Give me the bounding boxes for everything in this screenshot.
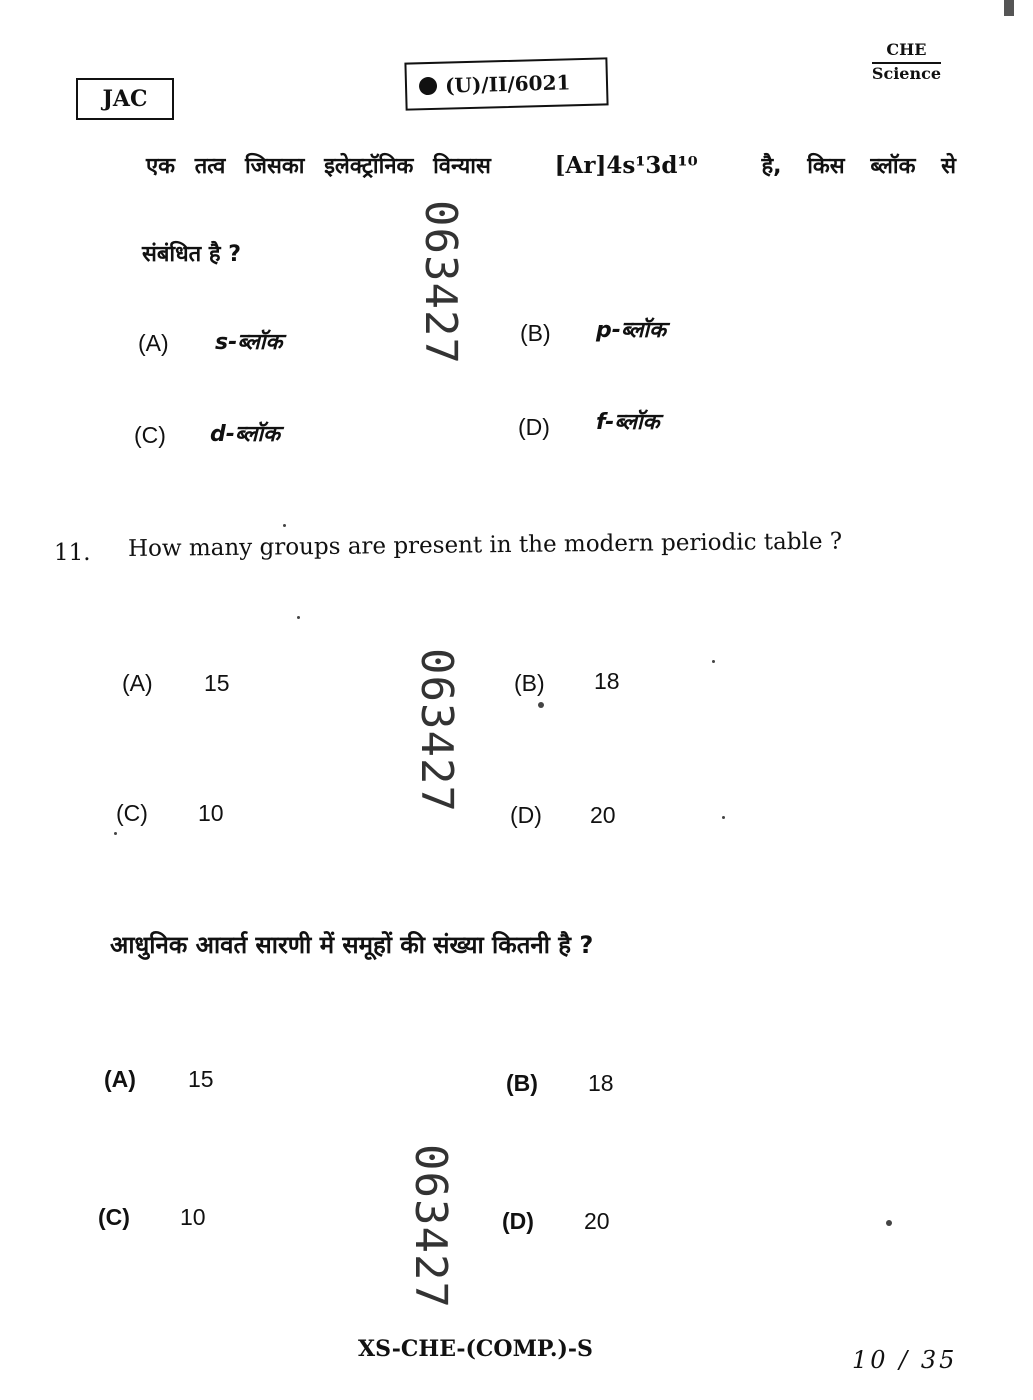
q11h-option-b-text[interactable]: 18 <box>588 1070 614 1096</box>
stamp-number-2: 063427 <box>411 648 462 813</box>
q11-option-d-text[interactable]: 20 <box>590 802 616 828</box>
subject-code: CHE <box>886 40 927 59</box>
q11h-option-c-label: (C) <box>98 1204 130 1230</box>
q11-option-b-text[interactable]: 18 <box>594 668 620 694</box>
q10-option-b-label: (B) <box>520 320 551 346</box>
board-label: JAC <box>76 78 174 120</box>
q10-hindi-line2: संबंधित है ? <box>142 242 241 267</box>
q10-option-c-label: (C) <box>134 422 166 448</box>
scan-speck <box>114 832 117 835</box>
q10-hindi-line1 <box>146 150 956 180</box>
scan-speck <box>722 816 725 819</box>
page-number: 10 / 35 <box>852 1346 958 1374</box>
q11-number: 11. <box>54 540 91 566</box>
paper-code-box <box>404 57 608 110</box>
q11h-option-d-text[interactable]: 20 <box>584 1208 610 1234</box>
stamp-number-3: 063427 <box>405 1144 456 1309</box>
q11-option-c-text[interactable]: 10 <box>198 800 224 826</box>
q10-option-d-label: (D) <box>518 414 550 440</box>
q10-option-c-text[interactable]: d-ब्लॉक <box>210 422 281 447</box>
q11h-option-a-text[interactable]: 15 <box>188 1066 214 1092</box>
q11-option-a-label: (A) <box>122 670 153 696</box>
scan-edge-mark <box>1004 0 1014 16</box>
scan-speck <box>712 660 715 663</box>
q10-option-a-text[interactable]: s-ब्लॉक <box>215 330 283 355</box>
q11-question: How many groups are present in the modern periodic table ? <box>127 528 843 562</box>
stamp-number-1: 063427 <box>415 200 466 365</box>
q10-option-a-label: (A) <box>138 330 169 356</box>
scan-speck <box>886 1220 892 1226</box>
subject-block <box>872 40 941 84</box>
q11-option-a-text[interactable]: 15 <box>204 670 230 696</box>
q11-option-b-label: (B) <box>514 670 545 696</box>
q10-option-b-text[interactable]: p-ब्लॉक <box>596 318 667 343</box>
q11h-option-c-text[interactable]: 10 <box>180 1204 206 1230</box>
q11h-option-a-label: (A) <box>104 1066 136 1092</box>
scan-speck <box>297 616 300 619</box>
q10-hindi-suffix: है, किस ब्लॉक से <box>761 154 956 179</box>
subject-name: Science <box>871 64 941 83</box>
footer-code: XS-CHE-(COMP.)-S <box>358 1336 593 1362</box>
scan-speck <box>283 524 286 527</box>
q10-hindi-config: [Ar]4s¹3d¹⁰ <box>554 152 698 179</box>
q10-option-d-text[interactable]: f-ब्लॉक <box>596 410 660 435</box>
q11-option-c-label: (C) <box>116 800 148 826</box>
q11h-option-b-label: (B) <box>506 1070 538 1096</box>
q11-hindi-question: आधुनिक आवर्त सारणी में समूहों की संख्या कितनी है ? <box>110 931 594 959</box>
q11-option-d-label: (D) <box>510 802 542 828</box>
scan-speck <box>538 702 544 708</box>
paper-code: (U)/II/6021 <box>444 70 571 98</box>
q11h-option-d-label: (D) <box>502 1208 534 1234</box>
bullet-dot-icon <box>419 77 437 95</box>
q10-hindi-prefix: एक तत्व जिसका इलेक्ट्रॉनिक विन्यास <box>146 154 491 179</box>
